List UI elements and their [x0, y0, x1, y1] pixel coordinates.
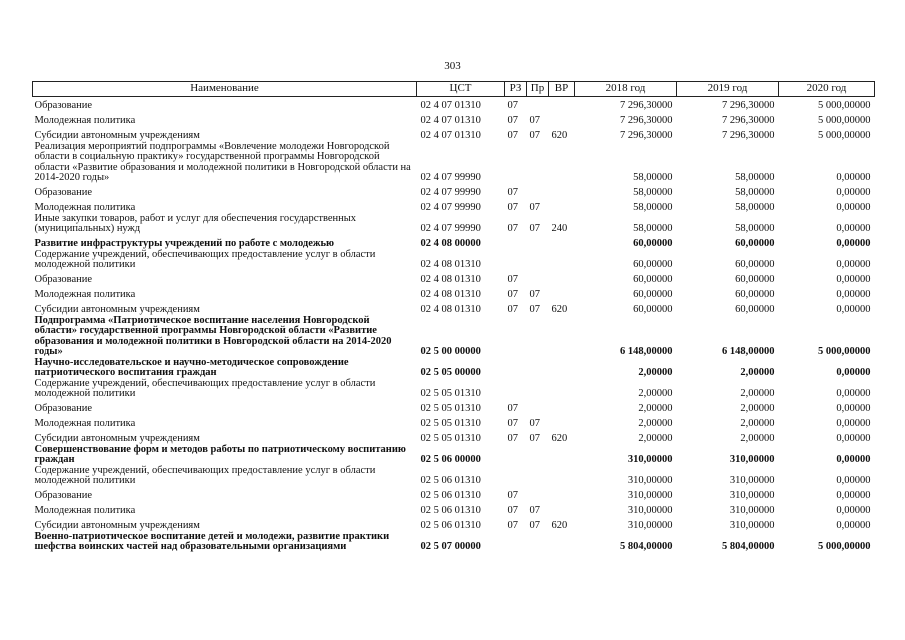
- cell-rz: 07: [507, 274, 518, 286]
- cell-pr: [527, 358, 549, 379]
- cell-name: Молодежная политика: [34, 418, 136, 429]
- cell-rz: [505, 445, 527, 466]
- cell-y2018: 310,00000: [627, 520, 673, 532]
- cell-y2018: 58,00000: [633, 187, 673, 199]
- cell-y2020: 0,00000: [836, 433, 871, 445]
- cell-pr: 07: [529, 202, 540, 214]
- cell-y2019: 7 296,30000: [722, 115, 775, 127]
- cell-cst: 02 5 06 01310: [420, 490, 481, 502]
- cell-y2020: 5 000,00000: [818, 100, 871, 112]
- cell-y2018: 2,00000: [638, 403, 673, 415]
- cell-vr: [549, 379, 575, 400]
- cell-y2018: 310,00000: [627, 454, 673, 466]
- header-pr: Пр: [527, 82, 549, 97]
- cell-name: Образование: [34, 187, 93, 198]
- cell-y2020: 0,00000: [836, 475, 871, 487]
- cell-name: Реализация мероприятий подпрограммы «Вовлечение молодежи Новгородской области в социальную практику» государственной программы Новгородской области «Развитие образования и молодежной политики в Новгородской области на 2014-2020 годы»: [34, 140, 411, 183]
- cell-y2019: 310,00000: [729, 475, 775, 487]
- cell-y2019: 60,00000: [735, 259, 775, 271]
- cell-y2019: 6 148,00000: [722, 346, 775, 358]
- table-row: [33, 445, 875, 466]
- cell-name: Подпрограмма «Патриотическое воспитание населения Новгородской области» государственной программы Новгородской области «Развитие образования и молодежной политики в Новгородской области на 2014-2020 годы»: [34, 314, 392, 357]
- cell-pr: [527, 487, 549, 502]
- cell-rz: [505, 250, 527, 271]
- cell-y2018: 60,00000: [633, 304, 673, 316]
- cell-y2020: 0,00000: [836, 505, 871, 517]
- cell-y2019: 5 804,00000: [722, 541, 775, 553]
- table-row: [33, 430, 875, 445]
- cell-pr: 07: [529, 289, 540, 301]
- cell-pr: [527, 466, 549, 487]
- cell-name: Содержание учреждений, обеспечивающих предоставление услуг в области молодежной политики: [34, 464, 376, 486]
- cell-vr: [549, 184, 575, 199]
- cell-name: Субсидии автономным учреждениям: [34, 304, 200, 315]
- cell-rz: 07: [507, 490, 518, 502]
- cell-y2018: 310,00000: [627, 490, 673, 502]
- cell-vr: [549, 466, 575, 487]
- cell-pr: 07: [529, 505, 540, 517]
- cell-y2019: 2,00000: [740, 433, 775, 445]
- cell-cst: 02 5 00 00000: [420, 346, 481, 358]
- cell-rz: 07: [507, 520, 518, 532]
- cell-pr: 07: [529, 418, 540, 430]
- cell-name: Субсидии автономным учреждениям: [34, 520, 200, 531]
- table-row: [33, 379, 875, 400]
- cell-cst: 02 4 07 99990: [420, 202, 481, 214]
- cell-name: Военно-патриотическое воспитание детей и молодежи, развитие практики шефства воинских частей над образовательными организациями: [34, 530, 390, 552]
- cell-name: Образование: [34, 100, 93, 111]
- table-row: [33, 400, 875, 415]
- cell-y2019: 60,00000: [735, 289, 775, 301]
- cell-cst: 02 5 06 01310: [420, 505, 481, 517]
- table-row: [33, 142, 875, 184]
- table-row: [33, 235, 875, 250]
- cell-cst: 02 4 07 01310: [420, 100, 481, 112]
- cell-y2018: 7 296,30000: [620, 115, 673, 127]
- cell-name: Молодежная политика: [34, 202, 136, 213]
- cell-name: Молодежная политика: [34, 289, 136, 300]
- cell-vr: [549, 487, 575, 502]
- cell-name: Субсидии автономным учреждениям: [34, 130, 200, 141]
- cell-pr: 07: [529, 304, 540, 316]
- cell-cst: 02 4 08 01310: [420, 289, 481, 301]
- cell-y2018: 60,00000: [633, 259, 673, 271]
- cell-y2019: 7 296,30000: [722, 130, 775, 142]
- cell-rz: 07: [507, 115, 518, 127]
- cell-y2020: 0,00000: [836, 202, 871, 214]
- header-2019: 2019 год: [677, 82, 779, 97]
- cell-vr: [549, 445, 575, 466]
- header-vr: ВР: [549, 82, 575, 97]
- table-row: [33, 466, 875, 487]
- cell-y2020: 0,00000: [836, 418, 871, 430]
- cell-cst: 02 5 07 00000: [420, 541, 481, 553]
- table-row: [33, 301, 875, 316]
- cell-y2019: 310,00000: [729, 454, 775, 466]
- cell-y2018: 60,00000: [633, 289, 673, 301]
- cell-y2018: 310,00000: [627, 505, 673, 517]
- table-row: [33, 97, 875, 112]
- page-number: 303: [444, 60, 461, 72]
- header-name: Наименование: [33, 82, 417, 97]
- cell-pr: 07: [529, 433, 540, 445]
- cell-cst: 02 5 06 01310: [420, 475, 481, 487]
- cell-y2018: 2,00000: [638, 433, 673, 445]
- cell-cst: 02 4 08 01310: [420, 259, 481, 271]
- cell-vr: [549, 286, 575, 301]
- cell-y2020: 0,00000: [836, 238, 871, 250]
- table-row: [33, 199, 875, 214]
- cell-vr: [549, 502, 575, 517]
- cell-y2020: 0,00000: [836, 520, 871, 532]
- cell-y2018: 7 296,30000: [620, 100, 673, 112]
- cell-y2019: 310,00000: [729, 490, 775, 502]
- cell-rz: 07: [507, 100, 518, 112]
- header-rz: РЗ: [505, 82, 527, 97]
- cell-vr: [549, 112, 575, 127]
- cell-y2019: 7 296,30000: [722, 100, 775, 112]
- cell-y2020: 0,00000: [836, 187, 871, 199]
- cell-y2020: 0,00000: [836, 274, 871, 286]
- cell-y2019: 58,00000: [735, 172, 775, 184]
- cell-y2018: 60,00000: [633, 274, 673, 286]
- cell-pr: [527, 97, 549, 112]
- table-header: [33, 82, 875, 97]
- cell-y2020: 0,00000: [836, 490, 871, 502]
- cell-y2018: 310,00000: [627, 475, 673, 487]
- cell-y2020: 0,00000: [836, 223, 871, 235]
- cell-y2019: 60,00000: [735, 238, 775, 250]
- cell-rz: [505, 379, 527, 400]
- cell-name: Образование: [34, 274, 93, 285]
- cell-rz: 07: [507, 223, 518, 235]
- cell-name: Иные закупки товаров, работ и услуг для обеспечения государственных (муниципальных) нужд: [34, 212, 357, 234]
- cell-name: Совершенствование форм и методов работы по патриотическому воспитанию граждан: [34, 443, 406, 465]
- cell-rz: 07: [507, 304, 518, 316]
- cell-vr: 620: [551, 433, 568, 445]
- cell-pr: [527, 142, 549, 184]
- table-row: [33, 532, 875, 553]
- cell-vr: [549, 199, 575, 214]
- cell-vr: [549, 250, 575, 271]
- cell-y2020: 0,00000: [836, 304, 871, 316]
- table-row: [33, 112, 875, 127]
- table-row: [33, 286, 875, 301]
- table-row: [33, 415, 875, 430]
- cell-y2020: 5 000,00000: [818, 346, 871, 358]
- cell-cst: 02 5 06 00000: [420, 454, 481, 466]
- cell-cst: 02 5 05 01310: [420, 418, 481, 430]
- cell-vr: [549, 532, 575, 553]
- cell-vr: [549, 97, 575, 112]
- cell-y2019: 2,00000: [740, 403, 775, 415]
- cell-rz: 07: [507, 433, 518, 445]
- cell-name: Молодежная политика: [34, 115, 136, 126]
- cell-pr: [527, 445, 549, 466]
- cell-y2019: 60,00000: [735, 274, 775, 286]
- cell-y2018: 2,00000: [638, 418, 673, 430]
- cell-y2018: 6 148,00000: [620, 346, 673, 358]
- cell-rz: [505, 316, 527, 358]
- header-cst: ЦСТ: [417, 82, 505, 97]
- cell-y2019: 58,00000: [735, 202, 775, 214]
- cell-rz: [505, 532, 527, 553]
- cell-pr: [527, 271, 549, 286]
- table-row: [33, 271, 875, 286]
- cell-rz: 07: [507, 130, 518, 142]
- cell-cst: 02 4 07 01310: [420, 115, 481, 127]
- table-row: [33, 517, 875, 532]
- cell-name: Содержание учреждений, обеспечивающих предоставление услуг в области молодежной политики: [34, 377, 376, 399]
- cell-cst: 02 5 06 01310: [420, 520, 481, 532]
- cell-cst: 02 5 05 01310: [420, 433, 481, 445]
- cell-pr: [527, 400, 549, 415]
- cell-pr: [527, 235, 549, 250]
- cell-pr: 07: [529, 115, 540, 127]
- cell-rz: 07: [507, 418, 518, 430]
- cell-pr: [527, 316, 549, 358]
- cell-y2019: 60,00000: [735, 304, 775, 316]
- cell-rz: [505, 235, 527, 250]
- cell-vr: 620: [551, 130, 568, 142]
- cell-y2020: 5 000,00000: [818, 115, 871, 127]
- cell-pr: [527, 379, 549, 400]
- cell-y2018: 58,00000: [633, 172, 673, 184]
- cell-y2019: 58,00000: [735, 223, 775, 235]
- cell-vr: [549, 316, 575, 358]
- table-row: [33, 487, 875, 502]
- cell-y2019: 2,00000: [740, 367, 775, 379]
- header-2018: 2018 год: [575, 82, 677, 97]
- cell-rz: 07: [507, 202, 518, 214]
- cell-cst: 02 5 05 01310: [420, 388, 481, 400]
- cell-rz: 07: [507, 505, 518, 517]
- cell-pr: 07: [529, 130, 540, 142]
- cell-cst: 02 5 05 00000: [420, 367, 481, 379]
- cell-y2020: 0,00000: [836, 172, 871, 184]
- table-row: [33, 502, 875, 517]
- cell-name: Образование: [34, 490, 93, 501]
- cell-y2019: 2,00000: [740, 418, 775, 430]
- cell-cst: 02 4 08 00000: [420, 238, 481, 250]
- cell-y2020: 0,00000: [836, 388, 871, 400]
- cell-rz: 07: [507, 289, 518, 301]
- cell-rz: 07: [507, 403, 518, 415]
- cell-y2020: 0,00000: [836, 289, 871, 301]
- cell-vr: [549, 142, 575, 184]
- cell-cst: 02 4 07 99990: [420, 223, 481, 235]
- cell-vr: [549, 235, 575, 250]
- header-2020: 2020 год: [779, 82, 875, 97]
- cell-y2020: 5 000,00000: [818, 541, 871, 553]
- cell-y2018: 5 804,00000: [620, 541, 673, 553]
- cell-y2020: 0,00000: [836, 403, 871, 415]
- cell-rz: [505, 466, 527, 487]
- table-row: [33, 316, 875, 358]
- cell-cst: 02 5 05 01310: [420, 403, 481, 415]
- cell-vr: [549, 358, 575, 379]
- cell-y2020: 0,00000: [836, 259, 871, 271]
- cell-pr: 07: [529, 520, 540, 532]
- cell-cst: 02 4 08 01310: [420, 274, 481, 286]
- cell-rz: [505, 142, 527, 184]
- cell-cst: 02 4 07 99990: [420, 172, 481, 184]
- cell-pr: [527, 184, 549, 199]
- cell-cst: 02 4 07 99990: [420, 187, 481, 199]
- cell-vr: [549, 271, 575, 286]
- cell-vr: [549, 400, 575, 415]
- cell-pr: [527, 250, 549, 271]
- cell-name: Образование: [34, 403, 93, 414]
- cell-rz: [505, 358, 527, 379]
- cell-name: Субсидии автономным учреждениям: [34, 433, 200, 444]
- table-row: [33, 250, 875, 271]
- cell-y2019: 310,00000: [729, 520, 775, 532]
- cell-vr: 620: [551, 304, 568, 316]
- cell-name: Научно-исследовательское и научно-методическое сопровождение патриотического воспитания граждан: [34, 356, 349, 378]
- cell-y2019: 58,00000: [735, 187, 775, 199]
- cell-y2018: 7 296,30000: [620, 130, 673, 142]
- cell-y2019: 310,00000: [729, 505, 775, 517]
- cell-vr: 240: [551, 223, 568, 235]
- cell-y2019: 2,00000: [740, 388, 775, 400]
- table-row: [33, 214, 875, 235]
- cell-vr: [549, 415, 575, 430]
- table-row: [33, 127, 875, 142]
- cell-y2018: 60,00000: [633, 238, 673, 250]
- cell-y2018: 58,00000: [633, 223, 673, 235]
- cell-y2020: 0,00000: [836, 367, 871, 379]
- cell-cst: 02 4 08 01310: [420, 304, 481, 316]
- cell-name: Развитие инфраструктуры учреждений по работе с молодежью: [34, 238, 335, 249]
- cell-name: Содержание учреждений, обеспечивающих предоставление услуг в области молодежной политики: [34, 248, 376, 270]
- cell-y2020: 5 000,00000: [818, 130, 871, 142]
- cell-vr: 620: [551, 520, 568, 532]
- cell-rz: 07: [507, 187, 518, 199]
- cell-y2018: 58,00000: [633, 202, 673, 214]
- cell-pr: [527, 532, 549, 553]
- table-row: [33, 184, 875, 199]
- cell-pr: 07: [529, 223, 540, 235]
- table-row: [33, 358, 875, 379]
- cell-y2018: 2,00000: [638, 367, 673, 379]
- cell-y2020: 0,00000: [836, 454, 871, 466]
- table-body: [33, 97, 875, 553]
- cell-name: Молодежная политика: [34, 505, 136, 516]
- cell-cst: 02 4 07 01310: [420, 130, 481, 142]
- cell-y2018: 2,00000: [638, 388, 673, 400]
- budget-table: [32, 81, 875, 553]
